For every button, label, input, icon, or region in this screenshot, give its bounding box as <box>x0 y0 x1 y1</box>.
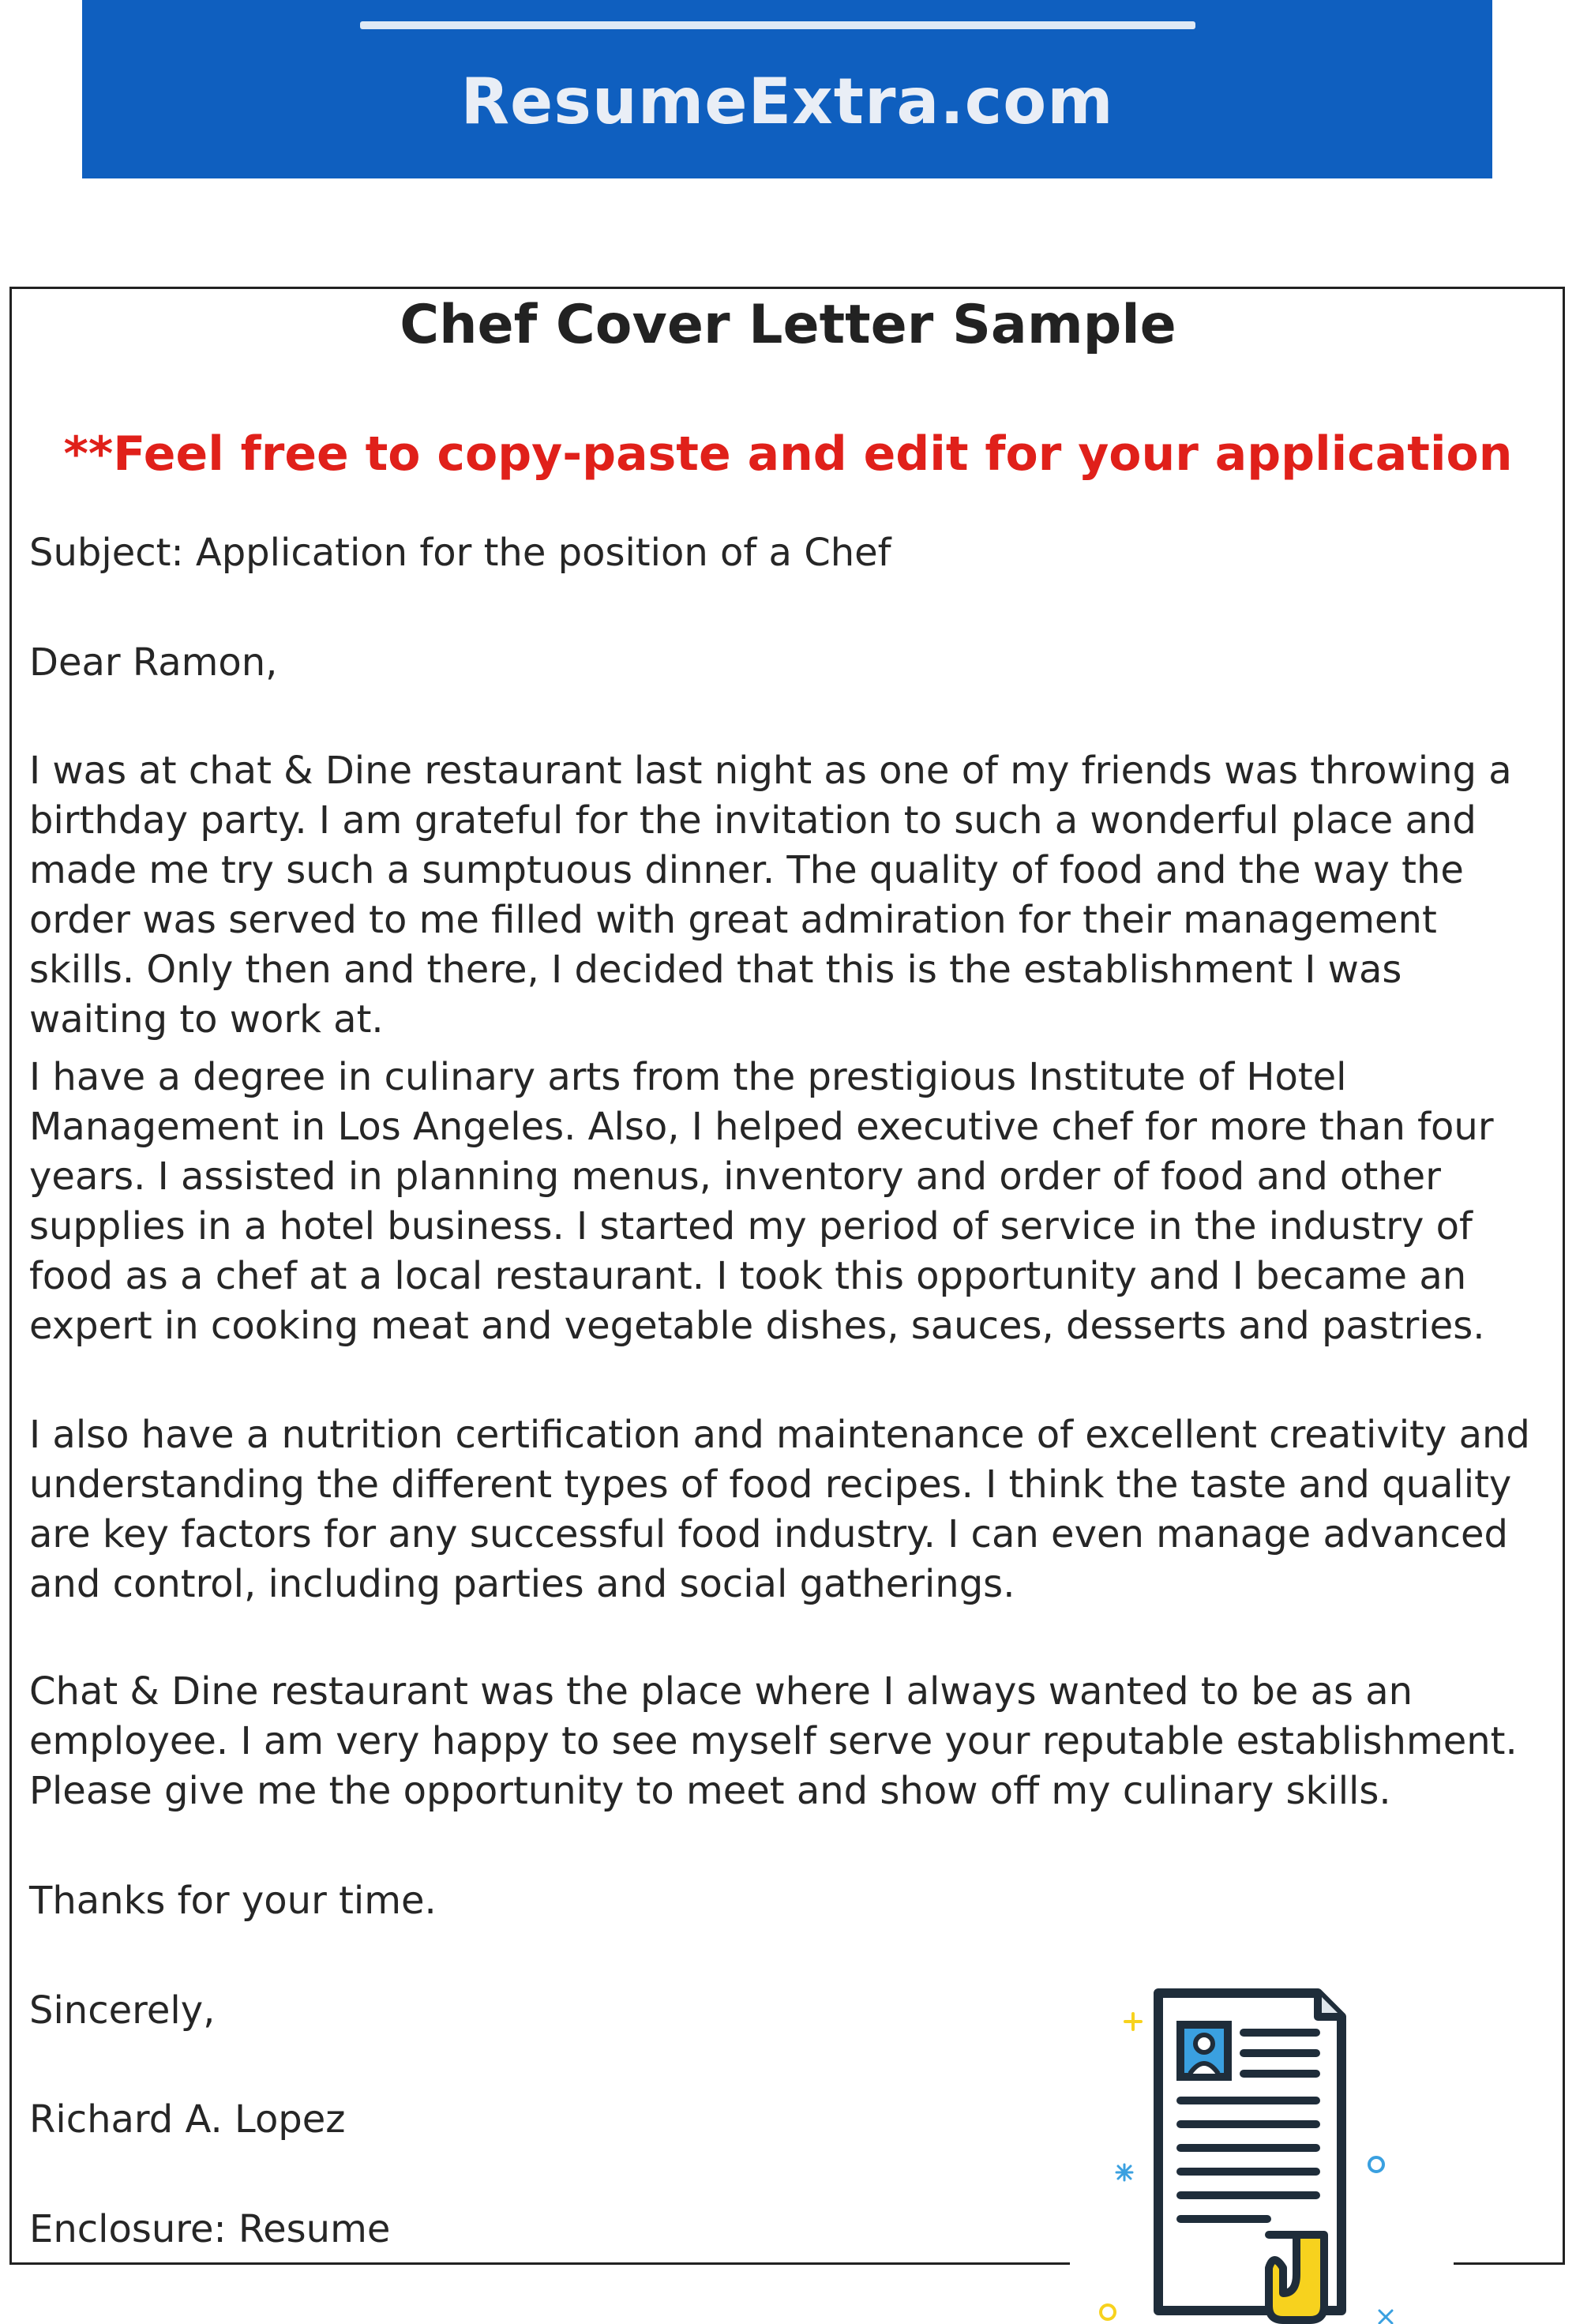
letter-paragraph-4: Chat & Dine restaurant was the place where I always wanted to be as an employee. I am very happy to see myself serve your reputable establishment. Please give me the opportunity to meet and show off my culinary skills. <box>29 1669 1518 1813</box>
copy-note: **Feel free to copy-paste and edit for your application <box>63 426 1513 482</box>
page-title: Chef Cover Letter Sample <box>400 294 1176 356</box>
resume-document-icon <box>1070 1974 1480 2324</box>
letter-closing: Sincerely, <box>29 1988 216 2033</box>
letter-salutation: Dear Ramon, <box>29 640 278 685</box>
letter-paragraph-2: I have a degree in culinary arts from the prestigious Institute of Hotel Management in Los Angeles. Also, I helped executive chef for more than four years. I assisted in planning menus, inventory and order of food and other supplies in a hotel business. I started my period of service in the industry of food as a chef at a local restaurant. I took this opportunity and I became an expert in cooking meat and vegetable dishes, sauces, desserts and pastries. <box>29 1055 1494 1348</box>
banner-decor-line <box>360 21 1195 29</box>
letter-enclosure: Enclosure: Resume <box>29 2207 391 2251</box>
letter-signature: Richard A. Lopez <box>29 2097 346 2142</box>
letter-paragraph-1: I was at chat & Dine restaurant last night as one of my friends was throwing a birthday party. I am grateful for the invitation to such a wonderful place and made me try such a sumptuous dinner. The quality of food and the way the order was served to me filled with great admiration for their management skills. Only then and there, I decided that this is the establishment I was waiting to work at. <box>29 749 1512 1042</box>
header-banner <box>82 0 1492 178</box>
brand-logo-text: ResumeExtra.com <box>460 65 1114 138</box>
letter-subject: Subject: Application for the position of a Chef <box>29 531 891 575</box>
letter-thanks: Thanks for your time. <box>29 1879 437 1923</box>
letter-paragraph-3: I also have a nutrition certification and maintenance of excellent creativity and understanding the different types of food recipes. I think the taste and quality are key factors for any successful food industry. I can even manage advanced and control, including parties and social gatherings. <box>29 1413 1530 1606</box>
